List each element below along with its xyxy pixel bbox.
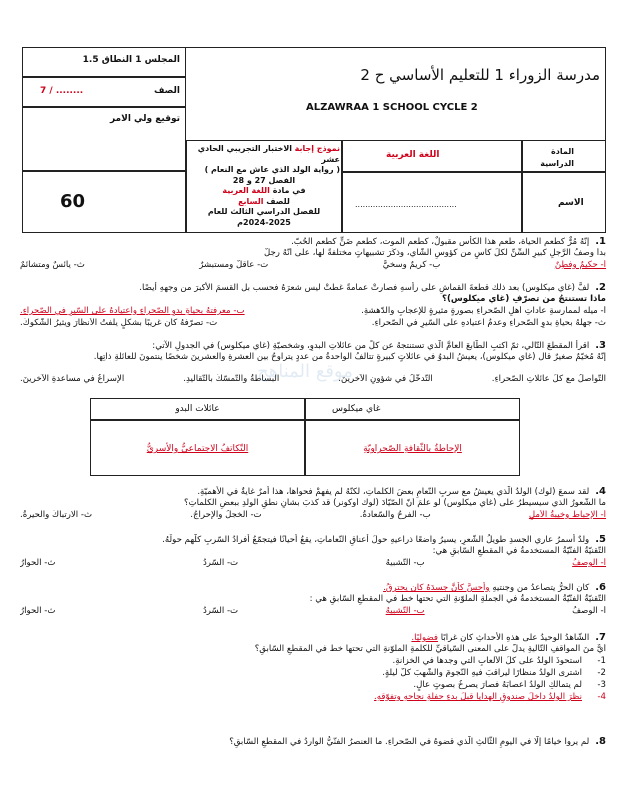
class-value-text: 7 / ........	[40, 86, 84, 96]
q7-item-3-text: لم يتمالكِ الولدُ أعصابَهُ فصارَ يصرخُ بصوتٍ عالٍ.	[413, 680, 582, 690]
exam-line5b: السابع	[238, 196, 264, 206]
watermark: موقع المناهج	[257, 361, 353, 382]
q4-options	[20, 510, 606, 521]
q6-num: 6.	[595, 582, 606, 593]
q1-line2: بدأ وصفُ الرَّجلِ كبيرِ السِّنِّ لكلِّ كأسٍ من كؤوسِ الشّاي، وذكَرَ تشبيهاتٍ مختلفةً لها، على أنّهُ رجلٌ	[263, 248, 606, 258]
q3-head-bedouin: عائلات البدو	[175, 404, 220, 414]
class-value	[40, 86, 120, 96]
exam-line7: 2024-2025م	[237, 217, 291, 227]
q3-option-2: التّدخّلُ في شؤونِ الآخرينَ.	[338, 374, 433, 384]
q7-item-3-num: 3-	[597, 680, 606, 690]
q7-line2: أيٌّ منَ المواقفِ التّاليةِ يدلُّ على المعنى السّياقيِّ للكلمةِ الملوّنةِ التي تحتها خطٌّ في المقطعِ السّابقِ؟	[254, 644, 606, 654]
q7-item-1-text: استحوذَ الولدُ على كلِّ الألعابِ التي وجدها في الخزانةِ.	[392, 656, 582, 666]
q2-line2: ماذا تستنتجُ من تصرّفِ (غاي ميكلوس)؟	[441, 294, 606, 304]
exam-line4b: اللغة العربية	[222, 186, 270, 195]
q5-option-c[interactable]: ت- السّردُ	[202, 558, 239, 568]
q3-option-4: الإسراعُ في مساعدةِ الآخرينَ.	[20, 374, 125, 384]
q3-head-ghai: غاي ميكلوس	[332, 404, 381, 414]
q1-option-d[interactable]: ث- يائسٌ ومتشائمٌ	[20, 260, 85, 270]
q5-options	[20, 558, 606, 569]
q7-item-2[interactable]	[20, 668, 606, 679]
q7-num: 7.	[595, 632, 606, 643]
q7-item-4-num: 4-	[597, 692, 606, 702]
q2-line1	[20, 282, 606, 294]
exam-line2: ( رواية الولد الذي عاش مع النعام )	[204, 165, 340, 174]
exam-title-red: نموذج إجابة	[294, 144, 340, 153]
q5-line2: التّقنيّةُ الفنّيّةُ المستخدمةُ في المقطعِ السّابقِ هي:	[432, 546, 606, 556]
q2-option-b[interactable]: ب- معرفتهُ بحياةِ بدوِ الصّحراءِ واعتيادهُ على السّيرِ في الصّحراءِ.	[20, 306, 245, 316]
q2-option-a[interactable]: أ- ميلُه لممارسةِ عاداتِ أهلِ الصّحراءِ بصورةٍ مثيرةٍ للإعجابِ والدّهشةِ.	[361, 306, 606, 316]
q2-option-c[interactable]: ت- تصرّفهُ كان غريبًا بشكلٍ يلفتُ الأنظارَ ويثيرُ الشّكوكَ.	[20, 318, 218, 328]
q5-num: 5.	[595, 534, 606, 545]
exam-info	[188, 144, 340, 228]
exam-line3: الفصل 27 و 28	[232, 175, 296, 185]
q6-options	[20, 606, 606, 617]
exam-line4	[188, 186, 340, 197]
school-title-ar: مدرسة الزوراء 1 للتعليم الأساسي ح 2	[360, 66, 600, 84]
q4-option-a[interactable]: أ- الإحباطُ وخيبةُ الأملِ	[528, 510, 606, 520]
q6-option-d[interactable]: ث- الحوارُ	[20, 606, 56, 616]
q8-line1	[20, 736, 606, 748]
q7-text1a: الشّاهدُ الوحيدُ على هذهِ الأحداثِ كان غرابًا	[440, 633, 590, 643]
q2-text1: لفَّ (غاي ميكلوس) بعد ذلك قطعةَ القماشِ على رأسهِ فصارتْ عمامةً غطتْ ليس شعرَهُ فحسب بل القسمَ الأكبرَ من وجههِ أيضًا.	[139, 283, 590, 293]
q7-item-2-text: اشترى الولدُ منظارًا ليراقبَ فيهِ النّجومَ والشّهبَ كلَّ ليلةٍ.	[382, 668, 582, 678]
q7-line1	[20, 632, 606, 644]
exam-line6: للفصل الدراسي الثالث للعام	[207, 207, 321, 216]
q1-num: 1.	[595, 236, 606, 247]
exam-title: الاختبار التجريبي الحادي عشر	[197, 144, 340, 164]
exam-title-line	[188, 144, 340, 165]
q6-line1	[20, 582, 606, 594]
q6-text1b: وأحسَّ كأنَّ جسدَهُ كان يحترقُ.	[383, 583, 490, 593]
q7-item-1[interactable]	[20, 656, 606, 667]
q6-option-b[interactable]: ب- التّشبيهُ	[385, 606, 425, 616]
q3-option-1: التّواصلُ مع كلِّ عائلاتِ الصّحراءِ.	[491, 374, 606, 384]
q7-item-2-num: 2-	[597, 668, 606, 678]
class-label: الصف	[153, 86, 180, 96]
q3-text1: اقرأ المقطعَ التّالي، ثمّ اكتبِ الطّابعَ العامَّ الّذي تستنتجهُ عن كلٍّ من عائلاتِ البدوِ، وشخصيّةِ (غاي ميكلوس) في الجدولِ الآتي:	[152, 341, 590, 351]
q2-option-d[interactable]: ث- جهلهُ بحياةِ بدوِ الصّحراءِ وعدمُ اعتيادهِ على السّيرِ في الصّحراءِ.	[371, 318, 606, 328]
exam-line5a: للصف	[266, 196, 290, 206]
q4-line1	[20, 486, 606, 498]
q8-text1: لم يروا خيامًا إلّا في اليومِ الثّالثِ الّذي قضوهُ في الصّحراءِ. ما العنصرُ الفنّيُّ الواردُ في المقطعِ السّابقِ؟	[229, 737, 590, 747]
q3-option-3: البساطةُ والتّمسّكُ بالتّقاليدِ.	[183, 374, 280, 384]
guardian-label: توقيع ولي الامر	[109, 114, 180, 124]
exam-line4a: في مادة	[272, 186, 306, 195]
q3-line1	[20, 340, 606, 352]
q3-answer-bedouin: التّكاتفُ الاجتماعيُّ والأسريُّ	[146, 444, 249, 454]
q6-option-c[interactable]: ت- السّردُ	[202, 606, 239, 616]
q2-options-row1	[20, 306, 606, 317]
q3-text2: إنّهُ مُخيّمٌ صغيرٌ	[553, 352, 606, 362]
q7-item-4-text: نظرَ الولدُ داخلَ صندوقِ الهدايا قبلَ بدءِ حفلةِ نجاحهِ وتفوّقهِ.	[374, 692, 582, 702]
q6-text1a: كان الحرُّ يتصاعدُ من وجنتيهِ	[492, 583, 590, 593]
q1-option-c[interactable]: ت- عاقلٌ ومستبشرٌ	[199, 260, 269, 270]
q1-text1: إنّهُ مُرٌّ كطعم الحياة، طعم هذا الكأس مقبولٌ، كطعم الموت، كطعم ضَنٍّ كطعم الحُبّ.	[291, 237, 590, 247]
q2-options-row2	[20, 318, 606, 329]
q4-num: 4.	[595, 486, 606, 497]
name-dots: ........................................	[355, 200, 457, 209]
q6-option-a[interactable]: أ- الوصفُ	[572, 606, 606, 616]
exam-line5	[188, 197, 340, 208]
q5-option-b[interactable]: ب- التّشبيهُ	[385, 558, 425, 568]
score-value: 60	[60, 191, 86, 212]
q4-option-b[interactable]: ب- الفرحُ والسّعادةُ.	[359, 510, 431, 520]
q1-line1	[20, 236, 606, 248]
q5-option-a[interactable]: أ- الوصفُ	[572, 558, 606, 568]
q5-option-d[interactable]: ث- الحوارُ	[20, 558, 56, 568]
q7-item-1-num: 1-	[597, 656, 606, 666]
q7-text1b: فضوليًا.	[411, 633, 438, 643]
council-label: المجلس 1 النطاق 1.5	[82, 55, 180, 65]
q1-options	[20, 260, 606, 271]
q8-num: 8.	[595, 736, 606, 747]
q3-text3: قال (غاي ميكلوس)، يعيشُ البدوُ في عائلاتٍ كبيرةٍ تتألّفُ الواحدةُ من عددٍ يتراوحُ بين العشرةِ والعشرينَ شخصًا ينتمونَ للعائلةِ ذاتِها.	[93, 352, 552, 362]
q1-option-a[interactable]: أ- حكيمٌ وفطِنٌ	[554, 260, 606, 270]
subject-value: اللغة العربية	[386, 150, 440, 160]
score-cell	[22, 171, 186, 233]
q4-option-d[interactable]: ث- الارتباكُ والحيرةُ.	[20, 510, 93, 520]
q7-item-4[interactable]	[20, 692, 606, 703]
q4-text1: لقد سمعَ (لوك) الولدُ الّذي يعيشُ مع سربِ النّعامِ بعضَ الكلماتِ، لكنّهُ لم يفهمْ فحواها، هذا أمرٌ غايةٌ في الأهميّةِ.	[197, 487, 590, 497]
q6-line2: التّقنيّةُ الفنّيّةُ المستخدمةُ في الجملةِ الملوّنةِ التي تحتها خطٌّ في المقطعِ السّابقِ هي :	[309, 594, 606, 604]
name-label: الاسم	[558, 198, 584, 208]
q5-line1	[20, 534, 606, 546]
school-title-en: ALZAWRAA 1 SCHOOL CYCLE 2	[306, 102, 478, 113]
q5-text1: ولدٌ أسمرُ عاري الجسدِ طويلُ الشّعرِ، يسيرُ واضعًا ذراعيهِ حولَ أعناقِ النّعاماتِ، يقعُ أحيانًا فيتجمّعُ أفرادُ السّربِ كلّهم حولَهُ.	[162, 535, 590, 545]
q1-option-b[interactable]: ب- كريمٌ وسخيٌّ	[382, 260, 441, 270]
q3-answer-ghai: الإحاطةُ بالثّقافةِ الصّحراويّةِ	[363, 444, 462, 454]
q4-option-c[interactable]: ت- الخجلُ والإحراجُ.	[190, 510, 262, 520]
subject-label: المادة الدراسية	[540, 147, 574, 168]
q4-line2: ما الشّعورُ الّذي سيسيطرُ على (غاي ميكلوس) لو علمَ أنّ الصّيّادَ (لوك أوكونر) قد كذبَ بشأنِ نطقِ الولدِ ببعضِ الكلماتِ؟	[184, 498, 606, 508]
q7-item-3[interactable]	[20, 680, 606, 691]
q2-num: 2.	[595, 282, 606, 293]
q3-num: 3.	[595, 340, 606, 351]
